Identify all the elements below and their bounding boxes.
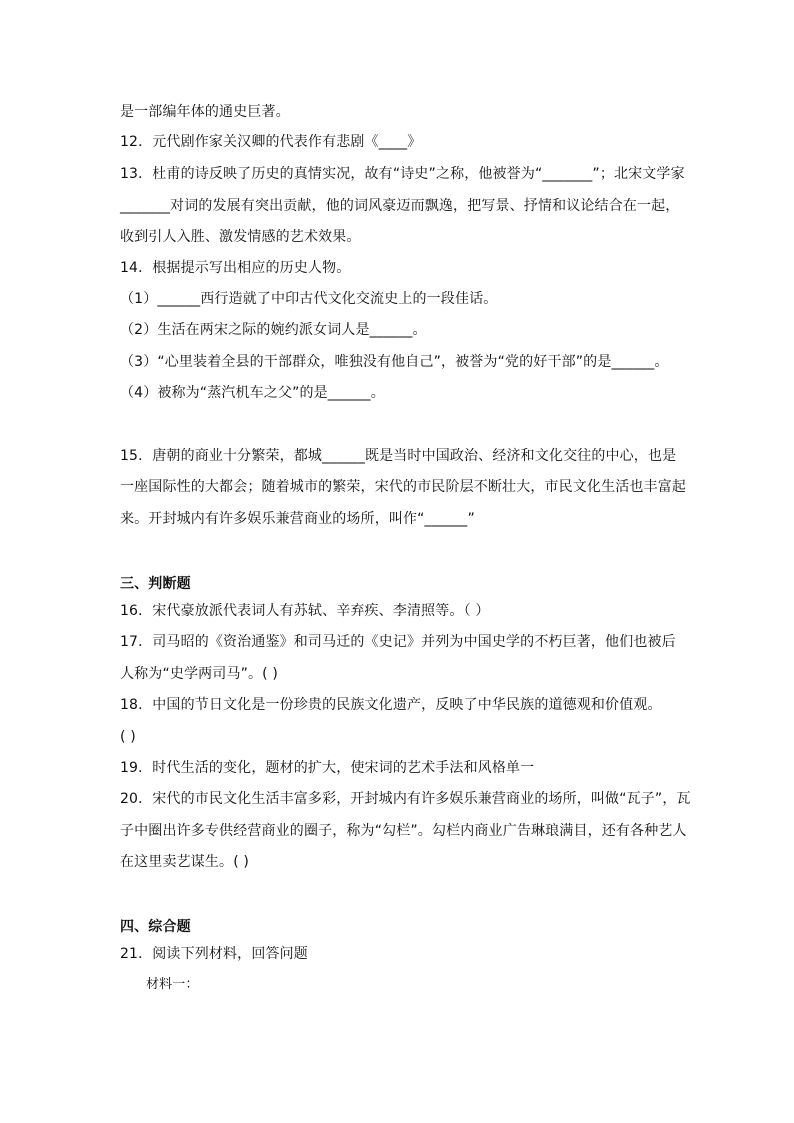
question-13-line-3: 收到引人入胜、激发情感的艺术效果。 [120,229,361,245]
question-13-line-1: 13．杜甫的诗反映了历史的真情实况，故有“诗史”之称，他被誉为“_______”；北宋文学家 [120,166,685,182]
section-3-heading: 三、判断题 [120,576,191,592]
question-15-line-2: 一座国际性的大都会；随着城市的繁荣，宋代的市民阶层不断壮大，市民文化生活也丰富起 [120,479,686,495]
question-13-line-2: _______对词的发展有突出贡献，他的词风豪迈而飘逸，把写景、抒情和议论结合在一起， [120,198,680,214]
question-19: 19．时代生活的变化，题材的扩大，使宋词的艺术手法和风格单一 [120,760,535,776]
question-14: 14．根据提示写出相应的历史人物。 [120,260,351,276]
question-21: 21．阅读下列材料，回答问题 [120,946,308,962]
question-18-line-1: 18．中国的节日文化是一份珍贵的民族文化遗产，反映了中华民族的道德观和价值观。 [120,697,662,713]
question-15-line-1: 15．唐朝的商业十分繁荣，都城______既是当时中国政治、经济和文化交往的中心，也是 [120,448,677,464]
question-12: 12．元代剧作家关汉卿的代表作有悲剧《____》 [120,134,422,150]
question-20-line-3: 在这里卖艺谋生。( ) [120,854,250,870]
question-15-line-3: 来。开封城内有许多娱乐兼营商业的场所，叫作“______” [120,511,475,527]
q11-continuation: 是一部编年体的通史巨著。 [120,104,290,120]
section-4-heading: 四、综合题 [120,919,191,935]
question-18-line-2: ( ) [120,729,136,745]
question-20-line-2: 子中圈出许多专供经营商业的圈子，称为“勾栏”。勾栏内商业广告琳琅满目，还有各种艺人 [120,823,687,839]
material-1-label: 材料一： [146,977,199,992]
question-17-line-2: 人称为“史学两司马”。( ) [120,666,278,682]
question-14-1: （1）______西行造就了中印古代文化交流史上的一段佳话。 [120,291,498,307]
question-17-line-1: 17．司马昭的《资治通鉴》和司马迁的《史记》并列为中国史学的不朽巨著，他们也被后 [120,634,676,650]
question-14-2: （2）生活在两宋之际的婉约派女词人是______。 [120,322,427,338]
question-20-line-1: 20．宋代的市民文化生活丰富多彩，开封城内有许多娱乐兼营商业的场所，叫做“瓦子”，瓦 [120,791,691,807]
question-14-3: （3）“心里装着全县的干部群众，唯独没有他自己”，被誉为“党的好干部”的是______。 [120,354,669,370]
question-16: 16．宋代豪放派代表词人有苏轼、辛弃疾、李清照等。（ ） [120,603,490,619]
question-14-4: （4）被称为“蒸汽机车之父”的是______。 [120,385,385,401]
